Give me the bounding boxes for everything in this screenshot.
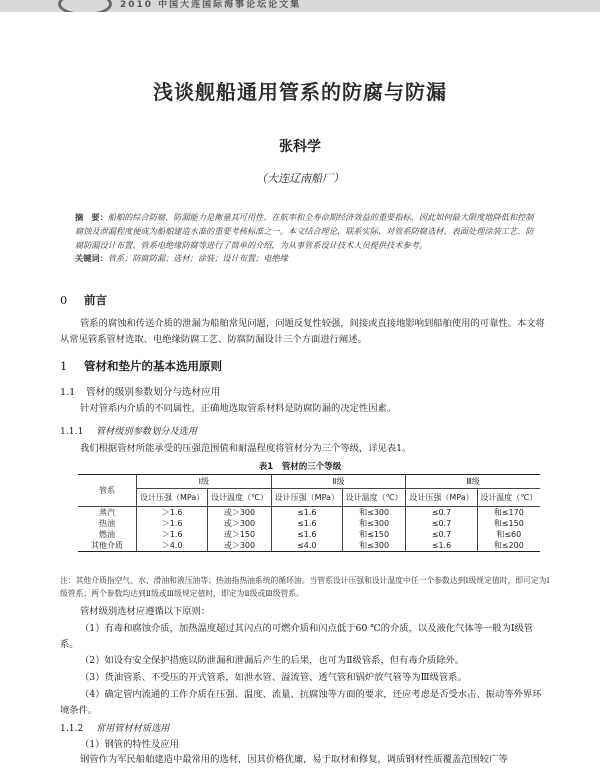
paper-title: 浅谈舰船通用管系的防腐与防漏 (153, 80, 447, 104)
table-row (78, 540, 540, 552)
table-cell: 和≤150 (477, 518, 540, 529)
running-header (0, 0, 600, 12)
subsubsection-title: 管材级别参数划分及选用 (96, 426, 198, 437)
table-cell: 或＞300 (208, 518, 271, 529)
paragraph-1-1-1: 我们根据管材所能承受的压强范围值和耐温程度将管材分为三个等级，详见表1。 (80, 443, 412, 454)
section-heading-1 (60, 358, 222, 374)
author-name: 张科学 (279, 139, 321, 155)
list-item: （2）如设有安全保护措施以防泄漏和泄漏后产生的后果，也可为Ⅱ级管系，但有毒介质除外。 (80, 655, 465, 666)
paragraph-1-1: 针对管系内介质的不同属性，正确地选取管系材料是防腐防漏的决定性因素。 (80, 403, 397, 414)
table-row (78, 529, 540, 540)
table-cell: 和≤170 (477, 507, 540, 519)
table-cell: 和≤60 (477, 529, 540, 540)
subsubsection-heading-1-1-2 (60, 720, 170, 734)
table-cell: ≤1.6 (271, 507, 342, 519)
intro-paragraph: 管系的腐蚀和传送介质的泄漏为船舶常见问题，问题反复性较强，间接或直接地影响到船舶使用的可靠性。本文将从常见管系管材选取、电绝缘防腐工艺、防腐防漏设计三个方面进行阐述。 (60, 318, 545, 345)
table-subheader: 设计压强（MPa） (137, 489, 208, 507)
section-title: 前言 (84, 293, 107, 307)
table-note: 注：其他介质指空气、水、滑油和液压油等；热油指热油系统的循环油。当管系设计压强和设计温度中任一个参数达到Ⅰ级规定值时，即可定为Ⅰ级管系；两个参数均达到Ⅱ级或Ⅲ级规定值时，即定为Ⅱ级或Ⅲ级管系。 (60, 576, 550, 598)
section-heading-0 (60, 292, 107, 308)
paragraph-principles: 管材级别选材应遵循以下原则： (80, 606, 211, 617)
subsection-title: 管材的级别参数划分与选材应用 (86, 387, 221, 398)
table-cell: ＞4.0 (137, 540, 208, 552)
table-row (78, 507, 540, 519)
table-cell: ≤1.6 (406, 540, 477, 552)
table-cell: ≤1.6 (271, 529, 342, 540)
table-header-grade-3: Ⅲ级 (406, 475, 540, 489)
table-caption: 表1 管材的三个等级 (258, 462, 342, 472)
paragraph-steel-pipe: 钢管作为军民船舶建造中最常用的选材，因其价格优廉，易于取材和修复，调质钢材性质覆盖范围较广等 (80, 754, 508, 765)
table-cell: ≤0.7 (406, 518, 477, 529)
table-header-grade-2: Ⅱ级 (271, 475, 406, 489)
list-item: （1）有毒和腐蚀介质，加热温度超过其闪点的可燃介质和闪点低于60 ℃的介质，以及液化气体等一般为Ⅰ级管系。 (60, 623, 534, 650)
table-cell: 或＞300 (208, 507, 271, 519)
table-cell: 和≤300 (342, 540, 405, 552)
table-cell-medium: 其他介质 (78, 540, 137, 552)
table-cell: ≤1.6 (271, 518, 342, 529)
table-subheader: 设计压强（MPa） (271, 489, 342, 507)
keywords (75, 252, 537, 264)
table-header-grade-1: Ⅰ级 (137, 475, 272, 489)
table-cell-medium: 燃油 (78, 529, 137, 540)
table-cell: 和≤200 (477, 540, 540, 552)
subsubsection-number: 1.1.2 (60, 723, 84, 734)
pipe-grade-table (78, 474, 540, 552)
table-cell: ≤0.7 (406, 507, 477, 519)
table-cell: 或＞300 (208, 540, 271, 552)
section-title: 管材和垫片的基本选用原则 (84, 359, 222, 373)
table-cell: 和≤300 (342, 518, 405, 529)
subsection-number: 1.1 (60, 387, 76, 398)
table-subheader: 设计温度（℃） (342, 489, 405, 507)
table-cell-medium: 热油 (78, 518, 137, 529)
paragraph-steel-pipe-heading: （1）钢管的特性及应用 (80, 739, 179, 750)
table-cell: 或＞150 (208, 529, 271, 540)
subsection-heading-1-1 (60, 384, 220, 398)
section-number: 1 (60, 359, 68, 373)
author-affiliation: （大连辽南船厂） (256, 172, 344, 185)
table-cell: ＞1.6 (137, 518, 208, 529)
conference-logo-icon (58, 0, 112, 12)
table-subheader: 设计温度（℃） (208, 489, 271, 507)
subsubsection-heading-1-1-1 (60, 423, 197, 437)
keywords-label: 关键词： (75, 253, 108, 263)
abstract (75, 210, 537, 252)
list-item: （4）确定管内流通的工作介质在压强、温度、流量、抗腐蚀等方面的要求，还应考虑是否受水击、振动等外界环境条件。 (60, 689, 542, 716)
table-cell: ≤4.0 (271, 540, 342, 552)
subsubsection-title: 常用管材材质选用 (96, 723, 170, 734)
table-cell: ≤0.7 (406, 529, 477, 540)
table-subheader: 设计温度（℃） (477, 489, 540, 507)
table-row (78, 518, 540, 529)
table-cell: ＞1.6 (137, 529, 208, 540)
section-number: 0 (60, 293, 68, 307)
table-cell-medium: 蒸汽 (78, 507, 137, 519)
abstract-label: 摘 要： (75, 212, 108, 222)
table-cell: 和≤150 (342, 529, 405, 540)
running-title: 2010 中国大连国际海事论坛论文集 (120, 0, 302, 10)
list-item: （3）货油管系、不受压的开式管系，如泄水管、溢流管、透气管和锅炉放气管等为Ⅲ级管系。 (80, 672, 467, 683)
table-subheader: 设计压强（MPa） (406, 489, 477, 507)
table-cell: ＞1.6 (137, 507, 208, 519)
subsubsection-number: 1.1.1 (60, 426, 84, 437)
abstract-text: 船舶的综合防腐、防漏能力是衡量其可用性、在航率和全寿命期经济效益的重要指标，因此如何最大限度地降低和控制腐蚀及泄漏程度便成为船舶建造水准的重要考核标准之一。本文结合理论，联系实际，对管系防腐选材、表面处理涂装工艺、防腐防漏设计布置、管系电绝缘防腐等进行了简单的介绍，为从事管系设计技术人员提供技术参考。 (75, 212, 534, 250)
keywords-text: 管系；防腐防漏；选材；涂装；设计布置；电绝缘 (107, 253, 288, 263)
table-cell: 和≤300 (342, 507, 405, 519)
table-header-pipe: 管系 (78, 475, 137, 507)
